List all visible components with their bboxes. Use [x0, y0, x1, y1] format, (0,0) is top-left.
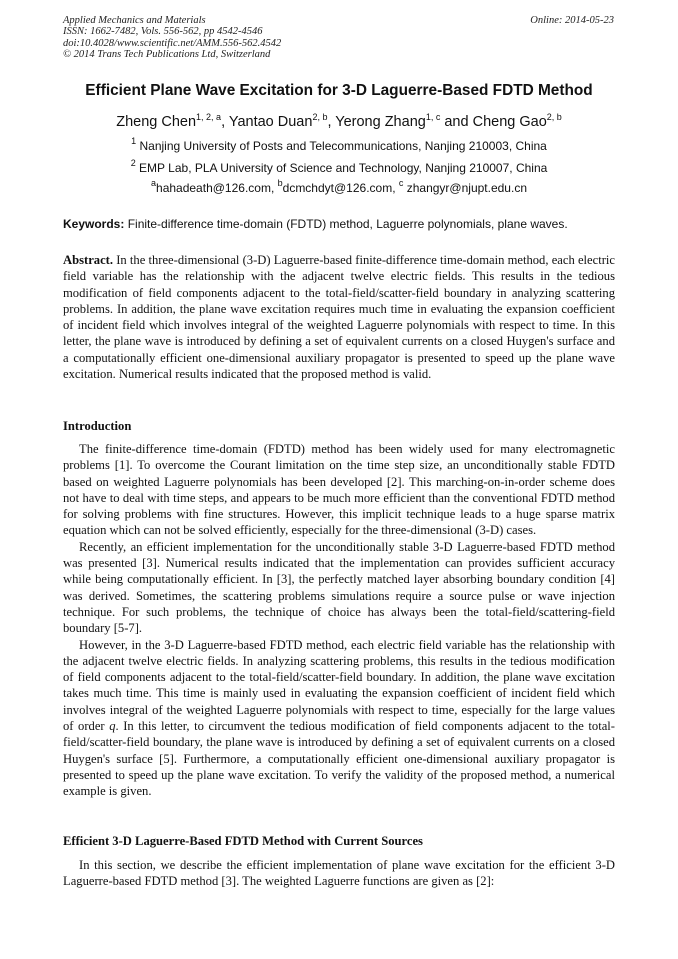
affiliation-text: EMP Lab, PLA University of Science and Technology, Nanjing 210007, China	[139, 161, 548, 175]
abstract	[63, 252, 615, 382]
section-heading-current-sources: Efficient 3-D Laguerre-Based FDTD Method with Current Sources	[63, 834, 423, 848]
affiliation-mark: 2	[130, 158, 136, 168]
online-date: Online: 2014-05-23	[530, 15, 614, 26]
author-affiliation-mark: 1, 2, a	[196, 112, 222, 122]
email-mark: b	[277, 178, 283, 188]
paper-title: Efficient Plane Wave Excitation for 3-D Laguerre-Based FDTD Method	[85, 82, 593, 99]
author-affiliation-mark: 1, c	[425, 112, 441, 122]
keywords-label: Keywords:	[63, 217, 125, 231]
affiliation	[40, 136, 638, 153]
math-variable: q	[109, 719, 116, 734]
paragraph-text: However, in the 3-D Laguerre-based FDTD method, each electric field variable has the relationship with the adjacent twelve electric fields. In analyzing scattering problems, this results in the tedious modification of field components adjacent to the total-field/scatter-field boundary. In addition, the plane wave excitation takes much time. This time is mainly used in evaluating the expansion coefficient of incident field which involves integral of the weighted Laguerre polynomials with respect to time, especially for the large values of order	[63, 637, 615, 734]
author-name: Zheng Chen	[116, 114, 197, 130]
doi-line: doi:10.4028/www.scientific.net/AMM.556-562.4542	[63, 37, 282, 49]
paragraph-text: . In this letter, to circumvent the tedious modification of field components adjacent to the total-field/scatter-field boundary, the plane wave is introduced by defining a set of equivalent currents on a closed Huygen's surface [5]. Furthermore, a computationally efficient one-dimensional auxiliary propagator is presented to speed up the plane wave excitation. To verify the validity of the proposed method, a numerical example is given.	[63, 719, 615, 799]
email-address: dcmchdyt@126.com,	[282, 181, 396, 195]
abstract-text: In the three-dimensional (3-D) Laguerre-based finite-difference time-domain method, each electric field variable has the relationship with the adjacent twelve electric fields. This results in the tedious modification of field components adjacent to the total-field/scatter-field boundary in analyzing scattering problems. In addition, the plane wave excitation requires much time in evaluating the expansion coefficient of incident field which involves integral of the weighted Laguerre polynomials with respect to time. In this letter, the plane wave is introduced by defining a set of equivalent currents on a closed Huygen's surface and a computationally efficient one-dimensional auxiliary propagator is presented to speed up the plane wave excitation. Numerical results indicated that the proposed method is valid.	[63, 253, 616, 382]
section-heading-introduction: Introduction	[63, 419, 132, 433]
author-name: Yerong Zhang	[335, 114, 426, 130]
paragraph: The finite-difference time-domain (FDTD) method has been widely used for many electromagnetic problems [1]. To overcome the Courant limitation on the time step size, an unconditionally stable FDTD based on weighted Laguerre polynomials has been developed [2]. This marching-on-in-order scheme does not have to deal with time steps, and appears to be much more efficient than the conventional FDTD method for solving problems with fine structures. However, this implicit technique leads to a huge sparse matrix equation which can not be solved efficiently, especially for the three-dimensional (3-D) cases.	[63, 442, 615, 538]
journal-name: Applied Mechanics and Materials	[63, 15, 206, 26]
affiliation-text: Nanjing University of Posts and Telecommunications, Nanjing 210003, China	[139, 139, 547, 153]
author-affiliation-mark: 2, b	[312, 112, 328, 122]
introduction-body	[63, 441, 615, 800]
email-list	[40, 178, 638, 195]
email-mark: c	[398, 178, 404, 188]
author-affiliation-mark: 2, b	[546, 112, 562, 122]
journal-header	[63, 15, 281, 61]
issn-line: ISSN: 1662-7482, Vols. 556-562, pp 4542-4546	[63, 26, 263, 38]
email-address: zhangyr@njupt.edu.cn	[406, 181, 527, 195]
affiliation-mark: 1	[131, 136, 137, 146]
paragraph	[63, 637, 615, 800]
paragraph: Recently, an efficient implementation for the unconditionally stable 3-D Laguerre-based FDTD method was presented [3]. Numerical results indicated that the implementation can provides sufficient accuracy while being computationally efficient. In [3], the perfectly matched layer absorbing boundary condition [4] was derived. Sometimes, the scattering problems simulations require a source pulse or wave injection technique. For such problems, the technique of choice has always been the total-field/scattering-field boundary [5-7].	[63, 539, 615, 636]
email-mark: a	[151, 178, 157, 188]
keywords-text: Finite-difference time-domain (FDTD) method, Laguerre polynomials, plane waves.	[127, 217, 568, 231]
affiliation	[40, 158, 638, 175]
copyright-line: © 2014 Trans Tech Publications Ltd, Switzerland	[63, 49, 271, 61]
author-list: Zheng Chen$^{1, 2, a}$, Yantao Duan$^{2, b}$, Yerong Zhang$^{1, c}$ and Cheng Gao$^{2, b}$	[116, 112, 562, 130]
author-name: Cheng Gao	[472, 114, 547, 130]
paragraph: In this section, we describe the efficient implementation of plane wave excitation for the efficient 3-D Laguerre-based FDTD method [3]. The weighted Laguerre functions are given as [2]:	[63, 858, 615, 889]
email-address: hahadeath@126.com,	[156, 181, 275, 195]
author-name: Yantao Duan	[228, 114, 313, 130]
abstract-label: Abstract.	[63, 253, 114, 267]
keywords	[63, 217, 615, 231]
section2-body	[63, 857, 615, 890]
